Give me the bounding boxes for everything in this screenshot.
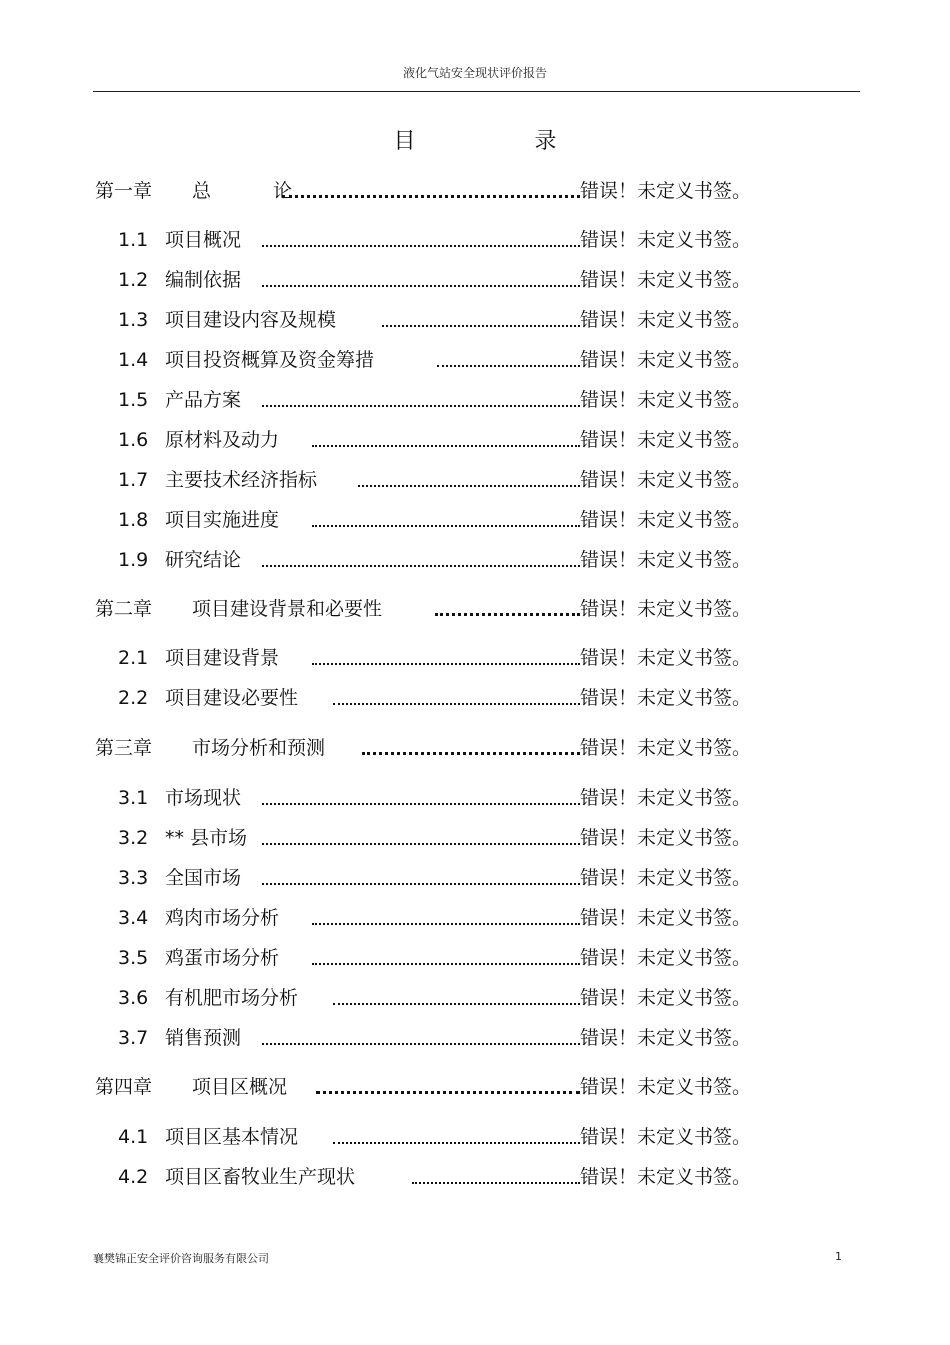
section-title: 编制依据 xyxy=(165,269,242,291)
dot-leader xyxy=(437,365,580,367)
toc-section-entry[interactable] xyxy=(0,305,950,335)
dot-leader xyxy=(333,1142,580,1144)
chapter-title: 市场分析和预测 xyxy=(192,737,326,759)
section-number: 3.4 xyxy=(118,907,149,929)
section-title: 项目建设内容及规模 xyxy=(165,309,337,331)
dot-leader xyxy=(282,195,580,198)
bookmark-error-text: 错误！未定义书签。 xyxy=(580,1076,752,1098)
toc-section-entry[interactable] xyxy=(0,643,950,673)
section-number: 1.4 xyxy=(118,349,149,371)
dot-leader xyxy=(333,703,580,705)
section-number: 1.8 xyxy=(118,509,149,531)
toc-section-entry[interactable] xyxy=(0,265,950,295)
bookmark-error-text: 错误！未定义书签。 xyxy=(580,737,752,759)
bookmark-error-text: 错误！未定义书签。 xyxy=(580,509,752,531)
section-title: 项目建设必要性 xyxy=(165,687,299,709)
toc-section-entry[interactable] xyxy=(0,545,950,575)
bookmark-error-text: 错误！未定义书签。 xyxy=(580,389,752,411)
bookmark-error-text: 错误！未定义书签。 xyxy=(580,229,752,251)
section-number: 1.5 xyxy=(118,389,149,411)
chapter-number: 第二章 xyxy=(95,598,153,620)
dot-leader xyxy=(262,883,580,885)
section-title: 项目实施进度 xyxy=(165,509,280,531)
bookmark-error-text: 错误！未定义书签。 xyxy=(580,549,752,571)
dot-leader xyxy=(312,923,580,925)
toc-section-entry[interactable] xyxy=(0,1162,950,1192)
bookmark-error-text: 错误！未定义书签。 xyxy=(580,907,752,929)
section-title: 研究结论 xyxy=(165,549,242,571)
toc-chapter-entry[interactable] xyxy=(0,733,950,763)
bookmark-error-text: 错误！未定义书签。 xyxy=(580,867,752,889)
bookmark-error-text: 错误！未定义书签。 xyxy=(580,180,752,202)
section-number: 3.1 xyxy=(118,787,149,809)
toc-section-entry[interactable] xyxy=(0,425,950,455)
section-number: 2.2 xyxy=(118,687,149,709)
dot-leader xyxy=(262,1043,580,1045)
bookmark-error-text: 错误！未定义书签。 xyxy=(580,598,752,620)
bookmark-error-text: 错误！未定义书签。 xyxy=(580,309,752,331)
toc-section-entry[interactable] xyxy=(0,983,950,1013)
chapter-title: 总 论 xyxy=(192,180,321,202)
dot-leader xyxy=(412,1182,580,1184)
section-title: 市场现状 xyxy=(165,787,242,809)
bookmark-error-text: 错误！未定义书签。 xyxy=(580,947,752,969)
section-number: 1.3 xyxy=(118,309,149,331)
section-number: 3.3 xyxy=(118,867,149,889)
section-title: 销售预测 xyxy=(165,1027,242,1049)
section-number: 3.7 xyxy=(118,1027,149,1049)
bookmark-error-text: 错误！未定义书签。 xyxy=(580,787,752,809)
section-title: 主要技术经济指标 xyxy=(165,469,318,491)
section-number: 3.6 xyxy=(118,987,149,1009)
dot-leader xyxy=(362,752,580,755)
section-title: 项目投资概算及资金筹措 xyxy=(165,349,375,371)
toc-section-entry[interactable] xyxy=(0,1122,950,1152)
dot-leader xyxy=(262,565,580,567)
dot-leader xyxy=(333,1003,580,1005)
section-title: 项目区基本情况 xyxy=(165,1126,299,1148)
section-title: 产品方案 xyxy=(165,389,242,411)
dot-leader xyxy=(312,963,580,965)
bookmark-error-text: 错误！未定义书签。 xyxy=(580,269,752,291)
dot-leader xyxy=(312,663,580,665)
section-title: 原材料及动力 xyxy=(165,429,280,451)
dot-leader xyxy=(262,405,580,407)
dot-leader xyxy=(435,613,580,616)
running-header-title: 液化气站安全现状评价报告 xyxy=(402,66,547,80)
dot-leader xyxy=(262,843,580,845)
dot-leader xyxy=(312,445,580,447)
toc-chapter-entry[interactable] xyxy=(0,176,950,206)
section-number: 2.1 xyxy=(118,647,149,669)
dot-leader xyxy=(382,325,580,327)
section-number: 1.7 xyxy=(118,469,149,491)
toc-section-entry[interactable] xyxy=(0,465,950,495)
dot-leader xyxy=(358,485,580,487)
chapter-title: 项目区概况 xyxy=(192,1076,288,1098)
bookmark-error-text: 错误！未定义书签。 xyxy=(580,987,752,1009)
chapter-title: 项目建设背景和必要性 xyxy=(192,598,383,620)
section-title: 项目概况 xyxy=(165,229,242,251)
section-number: 1.9 xyxy=(118,549,149,571)
toc-section-entry[interactable] xyxy=(0,385,950,415)
section-title: 有机肥市场分析 xyxy=(165,987,299,1009)
bookmark-error-text: 错误！未定义书签。 xyxy=(580,1027,752,1049)
section-number: 4.1 xyxy=(118,1126,149,1148)
chapter-number: 第三章 xyxy=(95,737,153,759)
toc-chapter-entry[interactable] xyxy=(0,1072,950,1102)
chapter-number: 第四章 xyxy=(95,1076,153,1098)
bookmark-error-text: 错误！未定义书签。 xyxy=(580,469,752,491)
toc-section-entry[interactable] xyxy=(0,505,950,535)
section-number: 1.1 xyxy=(118,229,149,251)
chapter-number: 第一章 xyxy=(95,180,153,202)
toc-title: 目 录 xyxy=(393,129,613,154)
dot-leader xyxy=(262,803,580,805)
bookmark-error-text: 错误！未定义书签。 xyxy=(580,349,752,371)
dot-leader xyxy=(262,285,580,287)
bookmark-error-text: 错误！未定义书签。 xyxy=(580,1166,752,1188)
section-title: 项目区畜牧业生产现状 xyxy=(165,1166,356,1188)
toc-section-entry[interactable] xyxy=(0,345,950,375)
toc-section-entry[interactable] xyxy=(0,903,950,933)
section-title: 全国市场 xyxy=(165,867,242,889)
dot-leader xyxy=(312,525,580,527)
toc-section-entry[interactable] xyxy=(0,863,950,893)
toc-section-entry[interactable] xyxy=(0,783,950,813)
section-number: 1.2 xyxy=(118,269,149,291)
toc-chapter-entry[interactable] xyxy=(0,594,950,624)
page-number: 1 xyxy=(835,1250,842,1263)
toc-section-entry[interactable] xyxy=(0,683,950,713)
toc-section-entry[interactable] xyxy=(0,1023,950,1053)
section-number: 3.5 xyxy=(118,947,149,969)
toc-section-entry[interactable] xyxy=(0,225,950,255)
bookmark-error-text: 错误！未定义书签。 xyxy=(580,687,752,709)
bookmark-error-text: 错误！未定义书签。 xyxy=(580,429,752,451)
bookmark-error-text: 错误！未定义书签。 xyxy=(580,827,752,849)
section-title: 鸡肉市场分析 xyxy=(165,907,280,929)
section-number: 4.2 xyxy=(118,1166,149,1188)
footer-company: 襄樊锦正安全评价咨询服务有限公司 xyxy=(93,1252,269,1265)
toc-section-entry[interactable] xyxy=(0,823,950,853)
section-title: 鸡蛋市场分析 xyxy=(165,947,280,969)
section-number: 1.6 xyxy=(118,429,149,451)
bookmark-error-text: 错误！未定义书签。 xyxy=(580,1126,752,1148)
section-title: ** 县市场 xyxy=(165,827,248,849)
dot-leader xyxy=(316,1091,580,1094)
toc-section-entry[interactable] xyxy=(0,943,950,973)
section-number: 3.2 xyxy=(118,827,149,849)
section-title: 项目建设背景 xyxy=(165,647,280,669)
dot-leader xyxy=(262,245,580,247)
bookmark-error-text: 错误！未定义书签。 xyxy=(580,647,752,669)
